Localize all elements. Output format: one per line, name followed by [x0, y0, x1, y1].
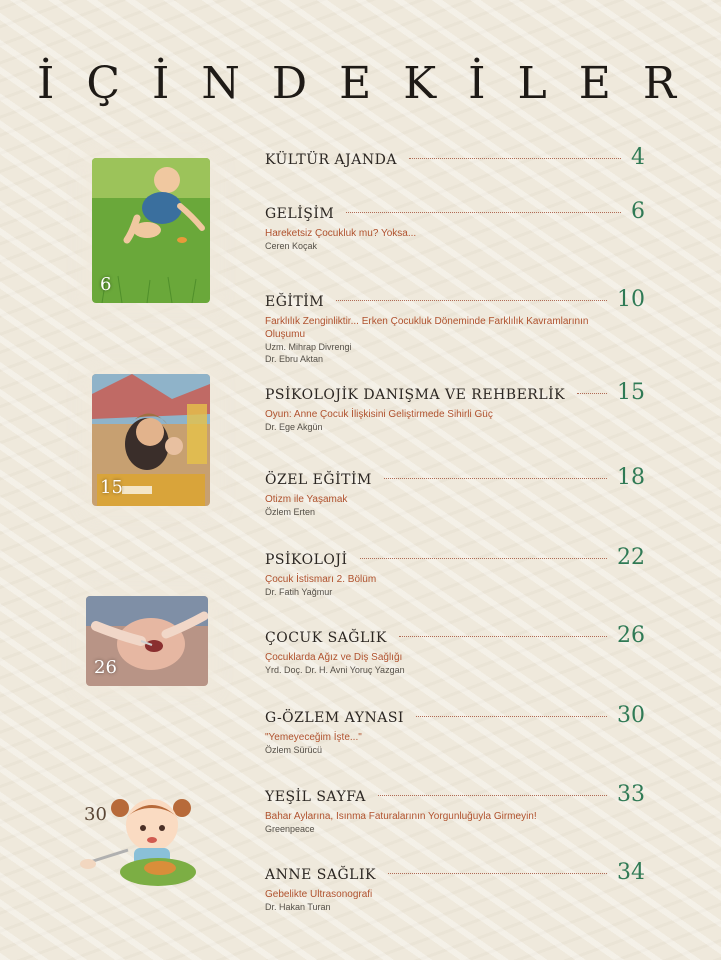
dot-leader — [409, 158, 621, 159]
article-author: Yrd. Doç. Dr. H. Avni Yoruç Yazgan — [265, 665, 405, 675]
article-title[interactable]: Gebelikte Ultrasonografi — [265, 889, 373, 900]
page-number[interactable]: 18 — [617, 465, 645, 490]
photo-mother-child-carousel — [92, 374, 210, 506]
section-title[interactable]: ÖZEL EĞİTİM — [265, 472, 372, 488]
page-number[interactable]: 6 — [631, 199, 645, 224]
section-title[interactable]: KÜLTÜR AJANDA — [265, 152, 397, 168]
page-number[interactable]: 15 — [617, 380, 645, 405]
dot-leader — [378, 795, 607, 796]
article-title[interactable]: Oyun: Anne Çocuk İlişkisini Geliştirmede Sihirli Güç — [265, 409, 493, 420]
page-number[interactable]: 10 — [617, 287, 645, 312]
article-author: Greenpeace — [265, 824, 315, 834]
photo-page-label: 6 — [100, 274, 112, 295]
toc-entry — [265, 199, 645, 252]
article-author: Uzm. Mihrap Divrengi — [265, 342, 352, 352]
section-title[interactable]: PSİKOLOJİK DANIŞMA VE REHBERLİK — [265, 387, 566, 403]
article-author: Ceren Koçak — [265, 241, 318, 251]
article-author: Özlem Erten — [265, 507, 316, 517]
section-title[interactable]: PSİKOLOJİ — [265, 552, 348, 568]
page-number[interactable]: 30 — [617, 703, 645, 728]
dot-leader — [336, 300, 607, 301]
article-title[interactable]: Çocuk İstismarı 2. Bölüm — [265, 574, 377, 585]
article-title[interactable]: Bahar Aylarına, Isınma Faturalarının Yorgunluğuyla Girmeyin! — [265, 811, 537, 822]
section-title[interactable]: G-ÖZLEM AYNASI — [265, 710, 404, 726]
section-title[interactable]: EĞİTİM — [265, 294, 325, 310]
dot-leader — [388, 873, 607, 874]
article-author: Dr. Ege Akgün — [265, 422, 323, 432]
page-number[interactable]: 22 — [617, 545, 645, 570]
article-title[interactable]: Otizm ile Yaşamak — [265, 494, 348, 505]
toc-entry — [265, 145, 645, 173]
page-title: İÇİNDEKİLER — [36, 58, 709, 109]
section-title[interactable]: YEŞİL SAYFA — [265, 789, 366, 805]
section-title[interactable]: ÇOCUK SAĞLIK — [265, 630, 387, 646]
photo-page-label: 30 — [84, 804, 107, 825]
toc-entry — [265, 380, 645, 433]
article-title[interactable]: Hareketsiz Çocukluk mu? Yoksa... — [265, 228, 417, 239]
page-number[interactable]: 4 — [631, 145, 645, 170]
article-title[interactable]: "Yemeyeceğim İşte..." — [265, 732, 362, 743]
photo-page-label: 15 — [100, 477, 123, 498]
dot-leader — [577, 393, 607, 394]
dot-leader — [360, 558, 607, 559]
section-title[interactable]: GELİŞİM — [265, 206, 335, 222]
article-author: Dr. Fatih Yağmur — [265, 587, 333, 597]
toc-entry — [265, 860, 645, 913]
page-number[interactable]: 26 — [617, 623, 645, 648]
photo-dental-exam — [86, 596, 208, 686]
page-number[interactable]: 33 — [617, 782, 645, 807]
dot-leader — [346, 212, 621, 213]
dot-leader — [384, 478, 607, 479]
article-author: Dr. Hakan Turan — [265, 902, 331, 912]
dot-leader — [416, 716, 607, 717]
photo-baby-on-grass — [92, 158, 210, 303]
toc-entry — [265, 703, 645, 756]
toc-entry — [265, 623, 645, 676]
section-title[interactable]: ANNE SAĞLIK — [265, 867, 376, 883]
page-number[interactable]: 34 — [617, 860, 645, 885]
article-author: Özlem Sürücü — [265, 745, 323, 755]
photo-girl-illustration — [80, 790, 210, 890]
dot-leader — [399, 636, 607, 637]
toc-entry — [265, 287, 645, 365]
toc-entry — [265, 465, 645, 518]
article-title[interactable]: Çocuklarda Ağız ve Diş Sağlığı — [265, 652, 403, 663]
article-author: Dr. Ebru Aktan — [265, 354, 324, 364]
toc-entry — [265, 545, 645, 598]
article-title[interactable]: Farklılık Zenginliktir... Erken Çocukluk Döneminde Farklılık Kavramlarının Oluşumu — [265, 316, 589, 340]
toc-entry — [265, 782, 645, 835]
photo-page-label: 26 — [94, 657, 117, 678]
